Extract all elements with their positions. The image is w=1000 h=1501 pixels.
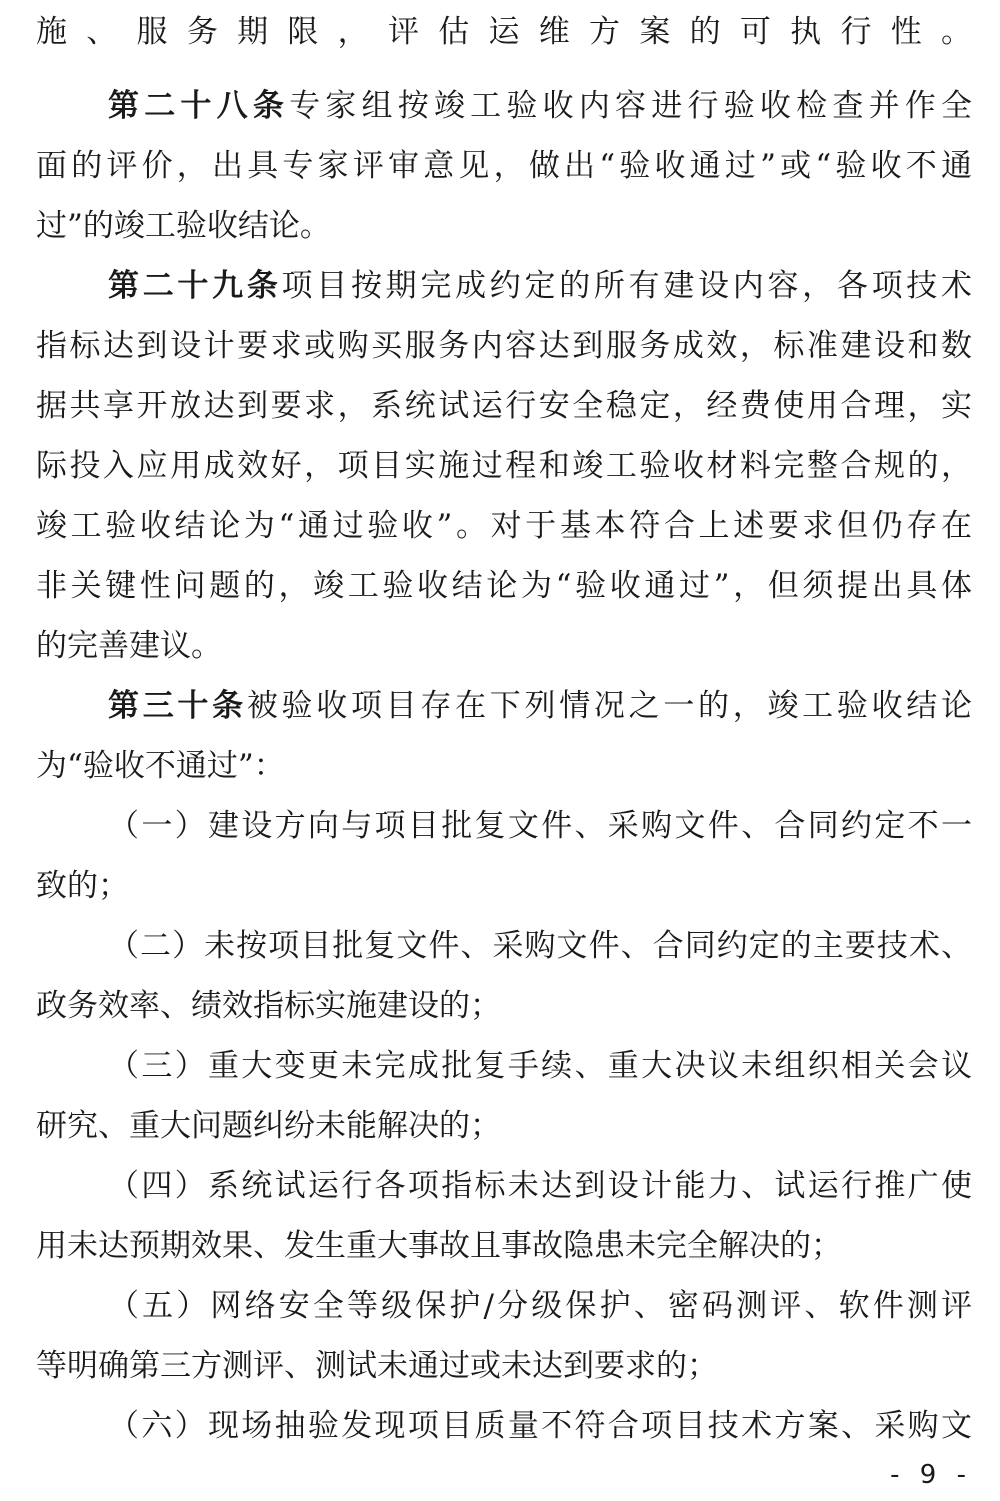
article-30-line: 第三十条被验收项目存在下列情况之一的，竣工验收结论 [108,688,973,724]
text-line: 据共享开放达到要求，系统试运行安全稳定，经费使用合理，实 [36,388,972,424]
page-number: - 9 - [890,1460,972,1490]
text-line: 面的评价，出具专家评审意见，做出“验收通过”或“验收不通 [36,148,972,184]
list-item-2: （二）未按项目批复文件、采购文件、合同约定的主要技术、 [108,928,972,964]
text-line: 非关键性问题的，竣工验收结论为“验收通过”，但须提出具体 [36,568,972,604]
text-line: 用未达预期效果、发生重大事故且事故隐患未完全解决的； [36,1228,842,1264]
text-line: 研究、重大问题纠纷未能解决的； [36,1108,501,1144]
list-item-4: （四）系统试运行各项指标未达到设计能力、试运行推广使 [108,1168,972,1204]
article-heading: 第三十条 [108,688,247,724]
text-line: 致的； [36,868,129,904]
list-item-3: （三）重大变更未完成批复手续、重大决议未组织相关会议 [108,1048,972,1084]
text-line: 指标达到设计要求或购买服务内容达到服务成效，标准建设和数 [36,328,972,364]
article-29-line: 第二十九条项目按期完成约定的所有建设内容，各项技术 [108,268,973,304]
text-line: 施、服务期限，评估运维方案的可执行性。 [36,14,972,50]
article-28-line: 第二十八条专家组按竣工验收内容进行验收检查并作全 [108,88,973,124]
article-heading: 第二十八条 [108,88,290,124]
text-line: 政务效率、绩效指标实施建设的； [36,988,501,1024]
text-line: 竣工验收结论为“通过验收”。对于基本符合上述要求但仍存在 [36,508,972,544]
list-item-6: （六）现场抽验发现项目质量不符合项目技术方案、采购文 [108,1408,972,1444]
text-line: 过”的竣工验收结论。 [36,208,331,244]
text-line: 际投入应用成效好，项目实施过程和竣工验收材料完整合规的， [36,448,972,484]
list-item-5: （五）网络安全等级保护/分级保护、密码测评、软件测评 [108,1288,972,1324]
text-line: 为“验收不通过”： [36,748,285,784]
text-line: 等明确第三方测评、测试未通过或未达到要求的； [36,1348,718,1384]
text-line: 的完善建议。 [36,628,222,664]
article-heading: 第二十九条 [108,268,282,304]
list-item-1: （一）建设方向与项目批复文件、采购文件、合同约定不一 [108,808,972,844]
